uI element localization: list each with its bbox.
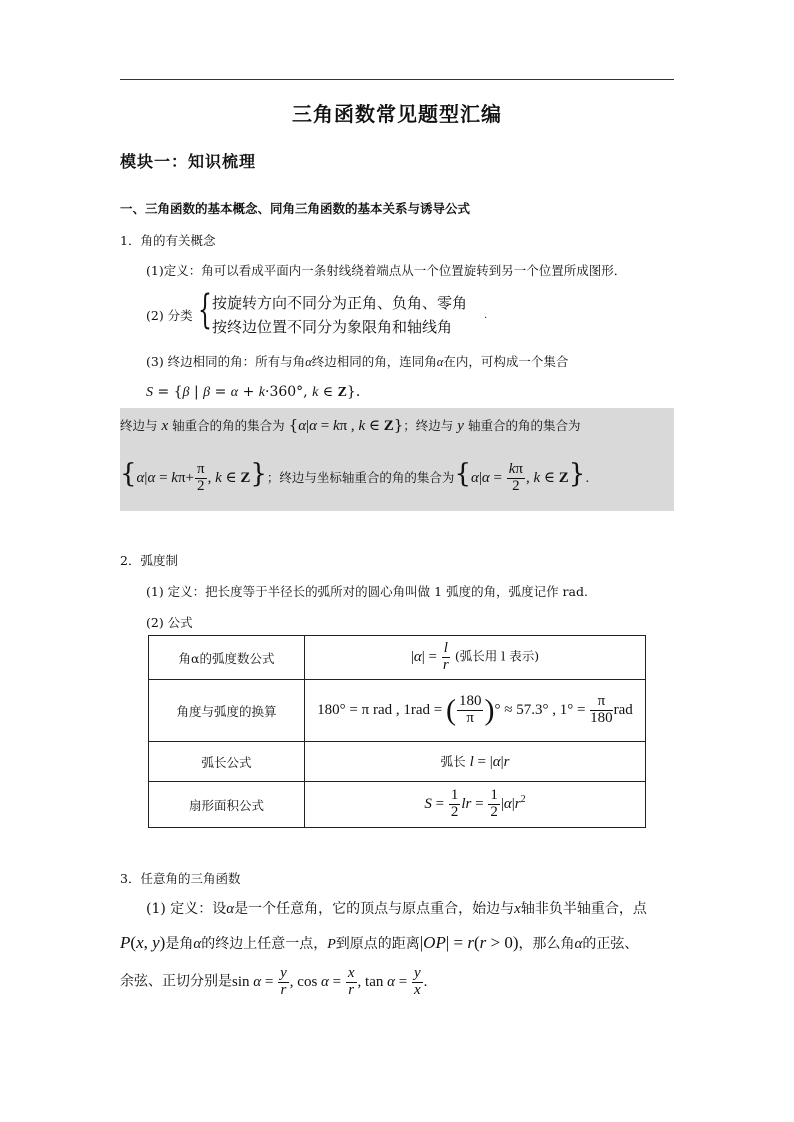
item2-heading: 2．弧度制 — [120, 553, 178, 568]
left-brace: { — [198, 287, 212, 333]
item3-heading: 3．任意角的三角函数 — [120, 871, 241, 886]
row-label: 角α的弧度数公式 — [149, 636, 305, 680]
formula-label: (2) 公式 — [146, 615, 193, 630]
item1-heading: 1．角的有关概念 — [120, 233, 216, 248]
classification-2: 按终边位置不同分为象限角和轴线角 — [212, 318, 453, 336]
item2-definition: (1) 定义：把长度等于半径长的弧所对的圆心角叫做 1 弧度的角，弧度记作 rad. — [146, 584, 588, 599]
row-label: 扇形面积公式 — [149, 782, 305, 828]
module-heading: 模块一：知识梳理 — [120, 152, 257, 171]
table-row — [149, 742, 646, 782]
arc-length-formula: 弧长 l = |α|r — [305, 742, 646, 782]
table-row — [149, 636, 646, 680]
item3-line2: P(x, y)是角α的终边上任意一点，P到原点的距离|OP| = r(r > 0)，那么角α的正弦、 — [120, 933, 639, 952]
header-rule — [120, 79, 674, 80]
table-row — [149, 782, 646, 828]
coterminal-text: (3) 终边相同的角：所有与角α终边相同的角，连同角α在内，可构成一个集合 — [146, 354, 569, 369]
axis-sets-line1: 终边与 x 轴重合的角的集合为 {α|α = kπ , k ∈ Z}；终边与 y 轴重合的角的集合为 — [120, 416, 581, 434]
classification-1: 按旋转方向不同分为正角、负角、零角 — [212, 294, 468, 312]
conversion-formula: 180° = π rad , 1rad = ( $\frac{180}{\pi}$ )° ≈ 57.3° , 1° = $\frac{\pi}{180}$ rad — [305, 680, 646, 742]
section-heading: 一、三角函数的基本概念、同角三角函数的基本关系与诱导公式 — [120, 201, 471, 216]
classification-label: (2) 分类 — [146, 308, 193, 323]
row-label: 角度与弧度的换算 — [149, 680, 305, 742]
axis-sets-line2: {α|α = kπ+ $\frac{\pi}{2}$ , k ∈ Z}；终边与坐标轴重合的角的集合为{α|α = $\frac{k\pi}{2}$ , k ∈ Z}. — [120, 459, 590, 495]
row-label: 弧长公式 — [149, 742, 305, 782]
item1-definition: (1)定义：角可以看成平面内一条射线绕着端点从一个位置旋转到另一个位置所成图形． — [146, 263, 627, 278]
radian-formula: |α| = $\frac{l}{r}$ (弧长用 l 表示) — [305, 636, 646, 680]
page-title: 三角函数常见题型汇编 — [292, 102, 502, 126]
coterminal-set: S = {β | β = α + k·360°, k ∈ Z}． — [146, 384, 370, 400]
item3-line1: (1) 定义：设α是一个任意角，它的顶点与原点重合，始边与x轴非负半轴重合，点 — [146, 901, 647, 917]
table-row — [149, 680, 646, 742]
item3-line3: 余弦、正切分别是sin α = $\frac{y}{r}$ , cos α = $\frac{x}{r}$ , tan α = $\frac{y}{x}$ . — [120, 965, 428, 998]
dot-mark: . — [484, 310, 488, 321]
formula-table — [148, 635, 646, 828]
sector-area-formula: S = $\frac{1}{2}$ lr = $\frac{1}{2}$ $|\alpha|r^2$ — [305, 782, 646, 828]
